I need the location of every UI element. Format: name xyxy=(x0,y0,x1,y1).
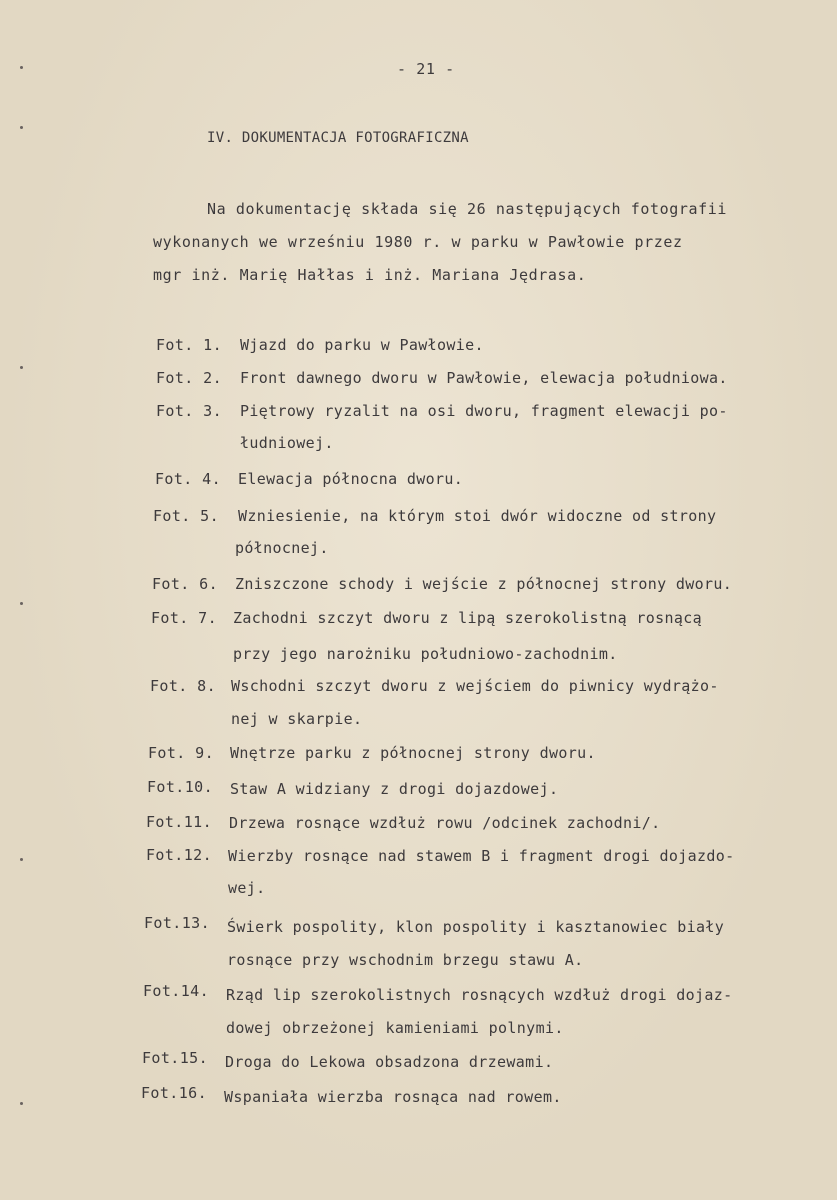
intro-line: wykonanych we wrześniu 1980 r. w parku w Pawłowie przez xyxy=(153,233,683,251)
photo-description: Front dawnego dworu w Pawłowie, elewacja południowa. xyxy=(240,369,728,387)
photo-label: Fot. 6. xyxy=(152,575,219,593)
photo-description: Rząd lip szerokolistnych rosnących wzdłuż drogi dojaz- xyxy=(226,986,733,1004)
photo-label: Fot.11. xyxy=(146,813,213,831)
section-heading: IV. DOKUMENTACJA FOTOGRAFICZNA xyxy=(207,130,469,146)
photo-description-continued: północnej. xyxy=(235,539,329,557)
photo-label: Fot.14. xyxy=(143,982,210,1000)
photo-description: Elewacja północna dworu. xyxy=(238,470,464,488)
photo-description: Wjazd do parku w Pawłowie. xyxy=(240,336,484,354)
photo-description: Droga do Lekowa obsadzona drzewami. xyxy=(225,1053,554,1071)
photo-label: Fot. 9. xyxy=(148,744,215,762)
photo-label: Fot.10. xyxy=(147,778,214,796)
photo-description: Wierzby rosnące nad stawem B i fragment drogi dojazdo- xyxy=(228,847,735,865)
photo-label: Fot. 3. xyxy=(156,402,223,420)
photo-description: Wzniesienie, na którym stoi dwór widoczne od strony xyxy=(238,507,717,525)
photo-description-continued: wej. xyxy=(228,879,266,897)
margin-mark xyxy=(20,858,23,861)
photo-label: Fot. 8. xyxy=(150,677,217,695)
photo-label: Fot.16. xyxy=(141,1084,208,1102)
intro-line: Na dokumentację składa się 26 następujących fotografii xyxy=(207,200,728,218)
photo-label: Fot. 5. xyxy=(153,507,220,525)
margin-mark xyxy=(20,366,23,369)
photo-description-continued: łudniowej. xyxy=(240,434,334,452)
margin-mark xyxy=(20,602,23,605)
photo-description: Piętrowy ryzalit na osi dworu, fragment elewacji po- xyxy=(240,402,728,420)
photo-label: Fot. 7. xyxy=(151,609,218,627)
photo-description: Wnętrze parku z północnej strony dworu. xyxy=(230,744,596,762)
photo-label: Fot. 2. xyxy=(156,369,223,387)
photo-description: Drzewa rosnące wzdłuż rowu /odcinek zachodni/. xyxy=(229,814,661,832)
photo-description-continued: rosnące przy wschodnim brzegu stawu A. xyxy=(227,951,584,969)
margin-mark xyxy=(20,1102,23,1105)
photo-label: Fot. 1. xyxy=(156,336,223,354)
photo-description-continued: przy jego narożniku południowo-zachodnim. xyxy=(233,645,618,663)
intro-line: mgr inż. Marię Hałłas i inż. Mariana Jędrasa. xyxy=(153,266,587,284)
page-number: - 21 - xyxy=(397,60,455,78)
photo-label: Fot.15. xyxy=(142,1049,209,1067)
photo-label: Fot. 4. xyxy=(155,470,222,488)
photo-description-continued: dowej obrzeżonej kamieniami polnymi. xyxy=(226,1019,564,1037)
photo-description: Zniszczone schody i wejście z północnej strony dworu. xyxy=(235,575,733,593)
photo-description: Świerk pospolity, klon pospolity i kasztanowiec biały xyxy=(227,918,725,936)
photo-description-continued: nej w skarpie. xyxy=(231,710,363,728)
photo-description: Staw A widziany z drogi dojazdowej. xyxy=(230,780,559,798)
photo-label: Fot.12. xyxy=(146,846,213,864)
margin-mark xyxy=(20,126,23,129)
margin-mark xyxy=(20,66,23,69)
photo-description: Zachodni szczyt dworu z lipą szerokolistną rosnącą xyxy=(233,609,703,627)
photo-description: Wschodni szczyt dworu z wejściem do piwnicy wydrążo- xyxy=(231,677,719,695)
photo-label: Fot.13. xyxy=(144,914,211,932)
photo-description: Wspaniała wierzba rosnąca nad rowem. xyxy=(224,1088,562,1106)
